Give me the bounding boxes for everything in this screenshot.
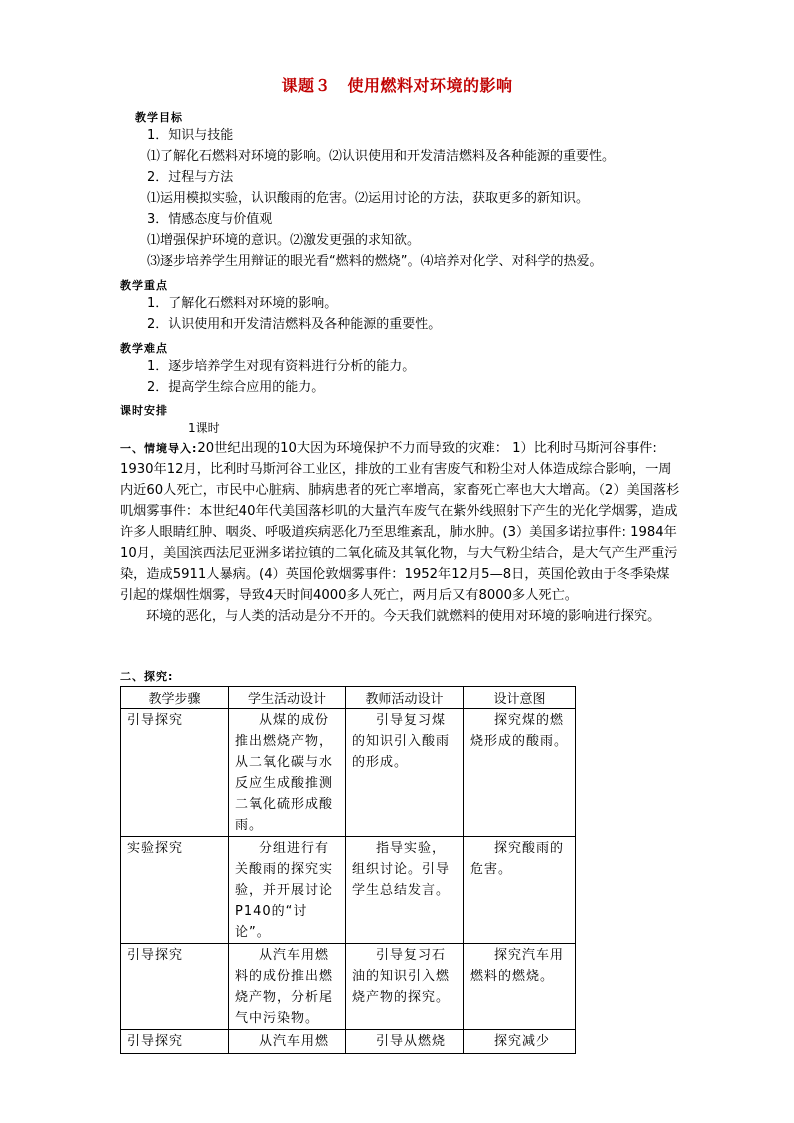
objective-line: ⑴了解化石燃料对环境的影响。⑵认识使用和开发清洁燃料及各种能源的重要性。 — [147, 149, 616, 164]
intro-text: 20世纪出现的10大因为环境保护不力而导致的灾难： 1）比利时马斯河谷事件: 1930年12月，比利时马斯河谷工业区，排放的工业有害废气和粉尘对人体造成综合影响，一周内近60人死亡，市民中心脏病、肺病患者的死亡率增高，家畜死亡率也大大增高。（2）美国落杉叽烟雾事件：本世纪40年代美国落杉叽的大量汽车废气在紫外线照射下产生的光化学烟雾，造成许多人眼睛红肿、咽炎、呼吸道疾病恶化乃至思维紊乱，肺水肿。(3）美国多诺拉事件: 1984年10月，美国滨西法尼亚洲多诺拉镇的二氧化硫及其氧化物，与大气粉尘结合，是大气产生严重污染，造成5911人暴病。(4）英国伦敦烟雾事件：1952年12月5—8日，英国伦敦由于冬季染煤引起的煤烟性烟雾，导致4天时间4000多人死亡，两月后又有8000多人死亡。 — [120, 441, 680, 603]
intent-cell: 探究减少 — [464, 1030, 576, 1054]
lesson-plan-table — [120, 686, 576, 1054]
student-cell: 从汽车用燃 — [229, 1030, 346, 1054]
objective-line: 1．知识与技能 — [147, 128, 234, 143]
schedule-value: 1课时 — [188, 421, 220, 435]
student-cell: 分组进行有关酸雨的探究实验，并开展讨论P140的“讨论”。 — [229, 837, 346, 944]
intent-cell: 探究酸雨的危害。 — [464, 837, 576, 944]
step-cell: 实验探究 — [121, 837, 229, 944]
column-header: 教学步骤 — [121, 687, 229, 709]
key-point-line: 1．了解化石燃料对环境的影响。 — [147, 296, 338, 311]
key-point-line: 2．认识使用和开发清洁燃料及各种能源的重要性。 — [147, 317, 442, 332]
difficulties-heading: 教学难点 — [120, 342, 168, 355]
step-cell: 引导探究 — [121, 709, 229, 837]
intro-closing: 环境的恶化，与人类的活动是分不开的。今天我们就燃料的使用对环境的影响进行探究。 — [146, 609, 661, 624]
difficulty-line: 1．逐步培养学生对现有资料进行分析的能力。 — [147, 359, 416, 374]
column-header: 学生活动设计 — [229, 687, 346, 709]
teacher-cell: 引导从燃烧 — [346, 1030, 464, 1054]
table-row — [121, 1030, 576, 1054]
table-header-row — [121, 687, 576, 709]
student-cell: 从汽车用燃料的成份推出燃烧产物，分析尾气中污染物。 — [229, 944, 346, 1030]
table-row — [121, 709, 576, 837]
intro-heading: 一、情境导入: — [120, 442, 198, 455]
objectives-heading: 教学目标 — [135, 111, 183, 124]
teacher-cell: 指导实验，组织讨论。引导学生总结发言。 — [346, 837, 464, 944]
key-points-heading: 教学重点 — [120, 279, 168, 292]
objective-line: 3．情感态度与价值观 — [147, 212, 273, 227]
teacher-cell: 引导复习煤的知识引入酸雨的形成。 — [346, 709, 464, 837]
teacher-cell: 引导复习石油的知识引入燃烧产物的探究。 — [346, 944, 464, 1030]
intent-cell: 探究汽车用燃料的燃烧。 — [464, 944, 576, 1030]
intent-cell: 探究煤的燃烧形成的酸雨。 — [464, 709, 576, 837]
table-row — [121, 837, 576, 944]
difficulty-line: 2．提高学生综合应用的能力。 — [147, 380, 325, 395]
objective-line: ⑴增强保护环境的意识。⑵激发更强的求知欲。 — [147, 233, 421, 248]
page-title: 课题３ 使用燃料对环境的影响 — [281, 76, 513, 95]
schedule-heading: 课时安排 — [120, 404, 168, 417]
objective-line: 2．过程与方法 — [147, 170, 234, 185]
step-cell: 引导探究 — [121, 1030, 229, 1054]
step-cell: 引导探究 — [121, 944, 229, 1030]
objective-line: ⑴运用模拟实验，认识酸雨的危害。⑵运用讨论的方法，获取更多的新知识。 — [147, 191, 590, 206]
student-cell: 从煤的成份推出燃烧产物，从二氧化碳与水反应生成酸推测二氧化硫形成酸雨。 — [229, 709, 346, 837]
table-row — [121, 944, 576, 1030]
intro-paragraph — [120, 438, 680, 627]
objective-line: ⑶逐步培养学生用辩证的眼光看“燃料的燃烧”。⑷培养对化学、对科学的热爱。 — [147, 254, 603, 269]
explore-heading: 二、探究: — [120, 670, 174, 683]
column-header: 教师活动设计 — [346, 687, 464, 709]
column-header: 设计意图 — [464, 687, 576, 709]
